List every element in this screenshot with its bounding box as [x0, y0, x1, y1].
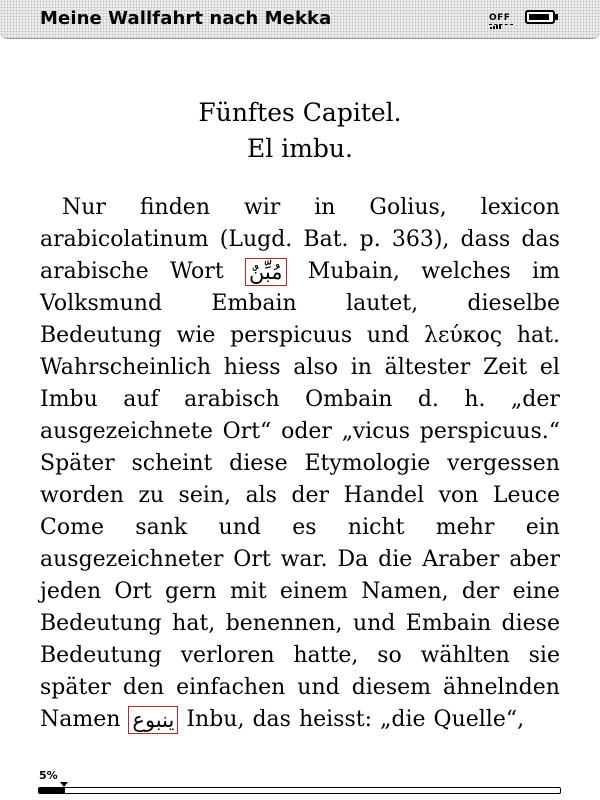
- word: es: [292, 515, 317, 540]
- word: Imbu: [40, 387, 98, 412]
- word: arabische: [40, 259, 149, 284]
- word: hat,: [172, 611, 216, 636]
- word: Quelle“,: [433, 707, 525, 732]
- word: später: [40, 675, 111, 700]
- word: und: [366, 323, 410, 348]
- status-bar: [0, 0, 600, 39]
- word: h.: [464, 387, 486, 412]
- reading-progress-label: 5%: [39, 769, 58, 782]
- word: ausgezeichnete: [40, 419, 213, 444]
- word: die: [378, 547, 413, 572]
- word: Namen,: [361, 579, 449, 604]
- word: „der: [510, 387, 560, 412]
- book-title: Meine Wallfahrt nach Mekka: [40, 8, 332, 29]
- arabic-word-box: ينبوع: [128, 706, 178, 734]
- word: eine: [512, 579, 560, 604]
- reading-progress-bar[interactable]: [38, 787, 561, 794]
- word: Da: [337, 547, 369, 572]
- word: Namen: [40, 707, 121, 732]
- text-line: [40, 512, 560, 544]
- word: auf: [123, 387, 159, 412]
- word: dass: [460, 227, 511, 252]
- word: als: [245, 483, 277, 508]
- word: diese: [501, 611, 560, 636]
- word: lautet,: [346, 291, 419, 316]
- word: Bedeutung: [40, 611, 162, 636]
- word: im: [532, 259, 560, 284]
- word: finden: [139, 195, 210, 220]
- battery-tip: [555, 14, 558, 20]
- word: also: [293, 355, 338, 380]
- word: scheint: [131, 451, 213, 476]
- word: einfachen: [176, 675, 286, 700]
- word: Wahrscheinlich: [40, 355, 212, 380]
- word: heisst:: [298, 707, 372, 732]
- chapter-number: Fünftes Capitel.: [198, 98, 402, 127]
- word: Später: [40, 451, 115, 476]
- text-line: [40, 384, 560, 416]
- text-line: [40, 320, 560, 352]
- word: Zeit: [483, 355, 528, 380]
- word: Come: [40, 515, 104, 540]
- word: so: [377, 643, 402, 668]
- word: aber: [509, 547, 560, 572]
- word: (Lugd.: [219, 227, 293, 252]
- word: Embain: [405, 611, 492, 636]
- wireless-status-label: OFF: [489, 13, 511, 23]
- text-line: [40, 640, 560, 672]
- word: ein: [525, 515, 560, 540]
- word: benennen,: [225, 611, 343, 636]
- text-line: [40, 448, 560, 480]
- word: diese: [229, 451, 288, 476]
- word: ältester: [384, 355, 471, 380]
- word: ähnelnden: [442, 675, 560, 700]
- word: sie: [528, 643, 560, 668]
- text-line: [40, 704, 560, 736]
- word: „die: [380, 707, 426, 732]
- word: das: [252, 707, 291, 732]
- word: und: [352, 611, 396, 636]
- word: hiess: [223, 355, 281, 380]
- word: Ombain: [305, 387, 393, 412]
- word: Etymologie: [304, 451, 431, 476]
- word: welches: [421, 259, 511, 284]
- word: Bat.: [303, 227, 349, 252]
- word: „vicus: [341, 419, 410, 444]
- word: in: [314, 195, 336, 220]
- word: hatte,: [293, 643, 359, 668]
- text-line: [40, 576, 560, 608]
- word: wählten: [420, 643, 510, 668]
- word: oder: [281, 419, 332, 444]
- chapter-title: El imbu.: [247, 134, 353, 163]
- word: wie: [176, 323, 216, 348]
- progress-fill: [39, 788, 65, 793]
- word: Ort“: [222, 419, 272, 444]
- word: Wort: [169, 259, 224, 284]
- word: einem: [279, 579, 348, 604]
- word: d.: [417, 387, 439, 412]
- word: von: [438, 483, 479, 508]
- word: perspicuus.“: [419, 419, 560, 444]
- word: Ort: [114, 579, 152, 604]
- word: wir: [243, 195, 281, 220]
- word: Golius,: [369, 195, 447, 220]
- word: war.: [280, 547, 328, 572]
- word: p.: [359, 227, 381, 252]
- word: ausgezeichneter: [40, 547, 224, 572]
- word: der: [291, 483, 330, 508]
- word: perspicuus: [230, 323, 353, 348]
- word: hat.: [516, 323, 560, 348]
- word: Handel: [343, 483, 425, 508]
- word: 363),: [391, 227, 450, 252]
- word: der: [461, 579, 500, 604]
- word: Inbu,: [186, 707, 245, 732]
- word: el: [539, 355, 560, 380]
- word: lexicon: [480, 195, 560, 220]
- word: sein,: [178, 483, 232, 508]
- word: diesem: [351, 675, 431, 700]
- word: sank: [135, 515, 188, 540]
- word: Leuce: [492, 483, 560, 508]
- word: mehr: [435, 515, 495, 540]
- word: arabicolatinum: [40, 227, 209, 252]
- word: nicht: [347, 515, 405, 540]
- text-line: [40, 256, 560, 288]
- text-line: [40, 672, 560, 704]
- wireless-off-icon: [487, 10, 517, 26]
- word: zu: [138, 483, 165, 508]
- word: und: [297, 675, 340, 700]
- word: und: [218, 515, 261, 540]
- text-line: [40, 544, 560, 576]
- word: Embain: [211, 291, 297, 316]
- word: in: [350, 355, 372, 380]
- book-text: [40, 192, 560, 736]
- text-line: [40, 480, 560, 512]
- word: Volksmund: [40, 291, 163, 316]
- word: Mubain,: [307, 259, 400, 284]
- word: Bedeutung: [40, 643, 162, 668]
- word: jeden: [40, 579, 102, 604]
- word: Ort: [233, 547, 271, 572]
- arabic-word-box: مُبِّنٌ: [245, 258, 287, 286]
- word: den: [122, 675, 165, 700]
- word: vergessen: [447, 451, 560, 476]
- text-line: [40, 608, 560, 640]
- text-line: [40, 224, 560, 256]
- battery-icon: [525, 10, 555, 24]
- word: verloren: [180, 643, 275, 668]
- word: dieselbe: [467, 291, 560, 316]
- text-line: [40, 416, 560, 448]
- word: arabisch: [184, 387, 280, 412]
- word: Bedeutung: [40, 323, 162, 348]
- word: worden: [40, 483, 124, 508]
- text-line: [40, 352, 560, 384]
- word: mit: [229, 579, 267, 604]
- word: Nur: [62, 195, 106, 220]
- word: Araber: [422, 547, 500, 572]
- word: gern: [164, 579, 217, 604]
- word: das: [521, 227, 560, 252]
- word: λεύκος: [424, 323, 503, 348]
- text-line: [40, 192, 560, 224]
- text-line: [40, 288, 560, 320]
